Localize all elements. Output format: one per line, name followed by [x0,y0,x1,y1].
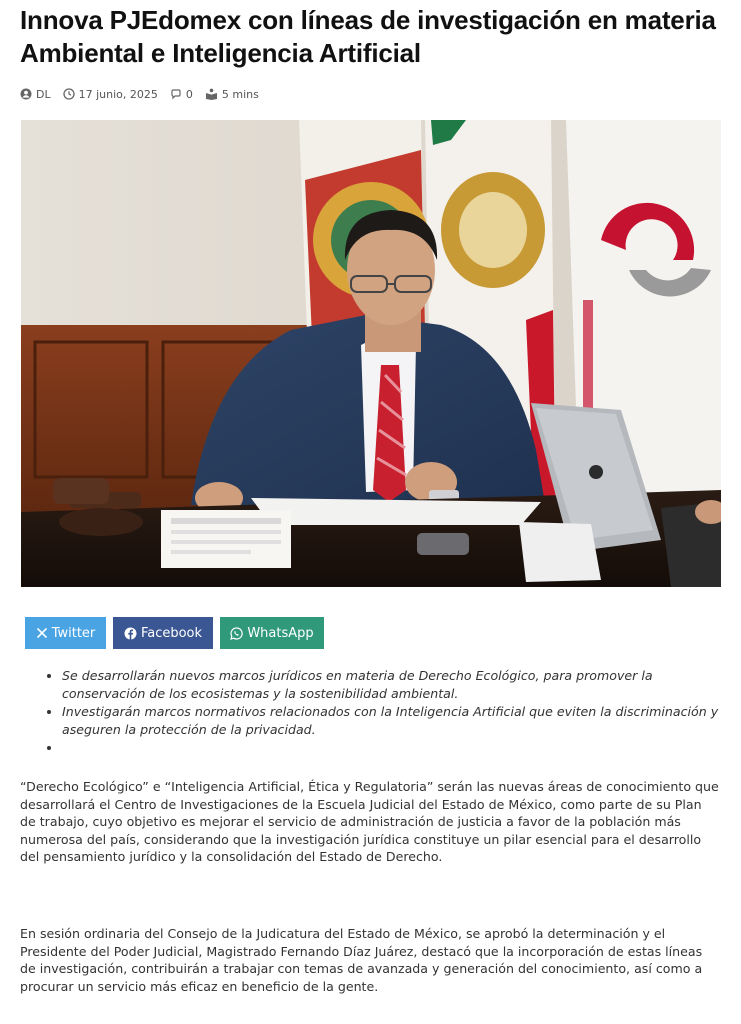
article-title: Innova PJEdomex con líneas de investigación en materia Ambiental e Inteligencia Artificial [20,5,716,68]
highlight-item-empty [62,739,724,757]
share-twitter-button[interactable] [25,617,106,649]
user-icon [20,88,32,100]
whatsapp-icon [230,627,243,640]
featured-image [21,120,721,587]
article-paragraph: “Derecho Ecológico” e “Inteligencia Artificial, Ética y Regulatoria” serán las nuevas áreas de conocimiento que desarrollará el Centro de Investigaciones de la Escuela Judicial del Estado de México, como parte de su Plan de trabajo, cuyo objetivo es mejorar el servicio de administración de justicia a favor de la población más numerosa del país, considerando que la investigación jurídica constituye un pilar esencial para el desarrollo del pensamiento jurídico y la consolidación del Estado de Derecho. [20,779,719,864]
read-time-text: 5 mins [221,87,259,101]
highlight-item: • Investigarán marcos normativos relacionados con la Inteligencia Artificial que eviten la discriminación y aseguren la protección de la privacidad. [62,703,724,738]
featured-photo [21,120,721,587]
date-text: 17 junio, 2025 [78,87,158,101]
x-logo-icon [36,627,48,639]
meta-read-time [205,88,259,101]
article-paragraph: En sesión ordinaria del Consejo de la Judicatura del Estado de México, se aprobó la determinación y el Presidente del Poder Judicial, Magistrado Fernando Díaz Juárez, destacó que la incorporación de estas líneas de investigación, contribuirán a trabajar con temas de avanzada y generación del conocimiento, así como a procurar un servicio más eficaz en beneficio de la gente. [20,926,703,994]
twitter-label: Twitter [51,625,96,641]
facebook-icon [124,627,137,640]
clock-icon [63,88,75,100]
highlights-list [24,667,724,758]
share-facebook-button[interactable] [113,617,213,649]
meta-date [63,88,158,101]
meta-author[interactable] [20,88,51,101]
whatsapp-label: WhatsApp [247,625,314,641]
meta-comments[interactable] [170,88,193,101]
comment-count[interactable]: 0 [185,87,193,101]
facebook-label: Facebook [140,625,203,641]
highlight-item: • Se desarrollarán nuevos marcos jurídicos en materia de Derecho Ecológico, para promover la conservación de los ecosistemas y la sostenibilidad ambiental. [62,667,724,702]
share-whatsapp-button[interactable] [220,617,324,649]
author-name[interactable]: DL [36,87,51,101]
book-reader-icon [205,88,218,100]
comment-icon [170,88,182,100]
article-meta [20,86,271,102]
